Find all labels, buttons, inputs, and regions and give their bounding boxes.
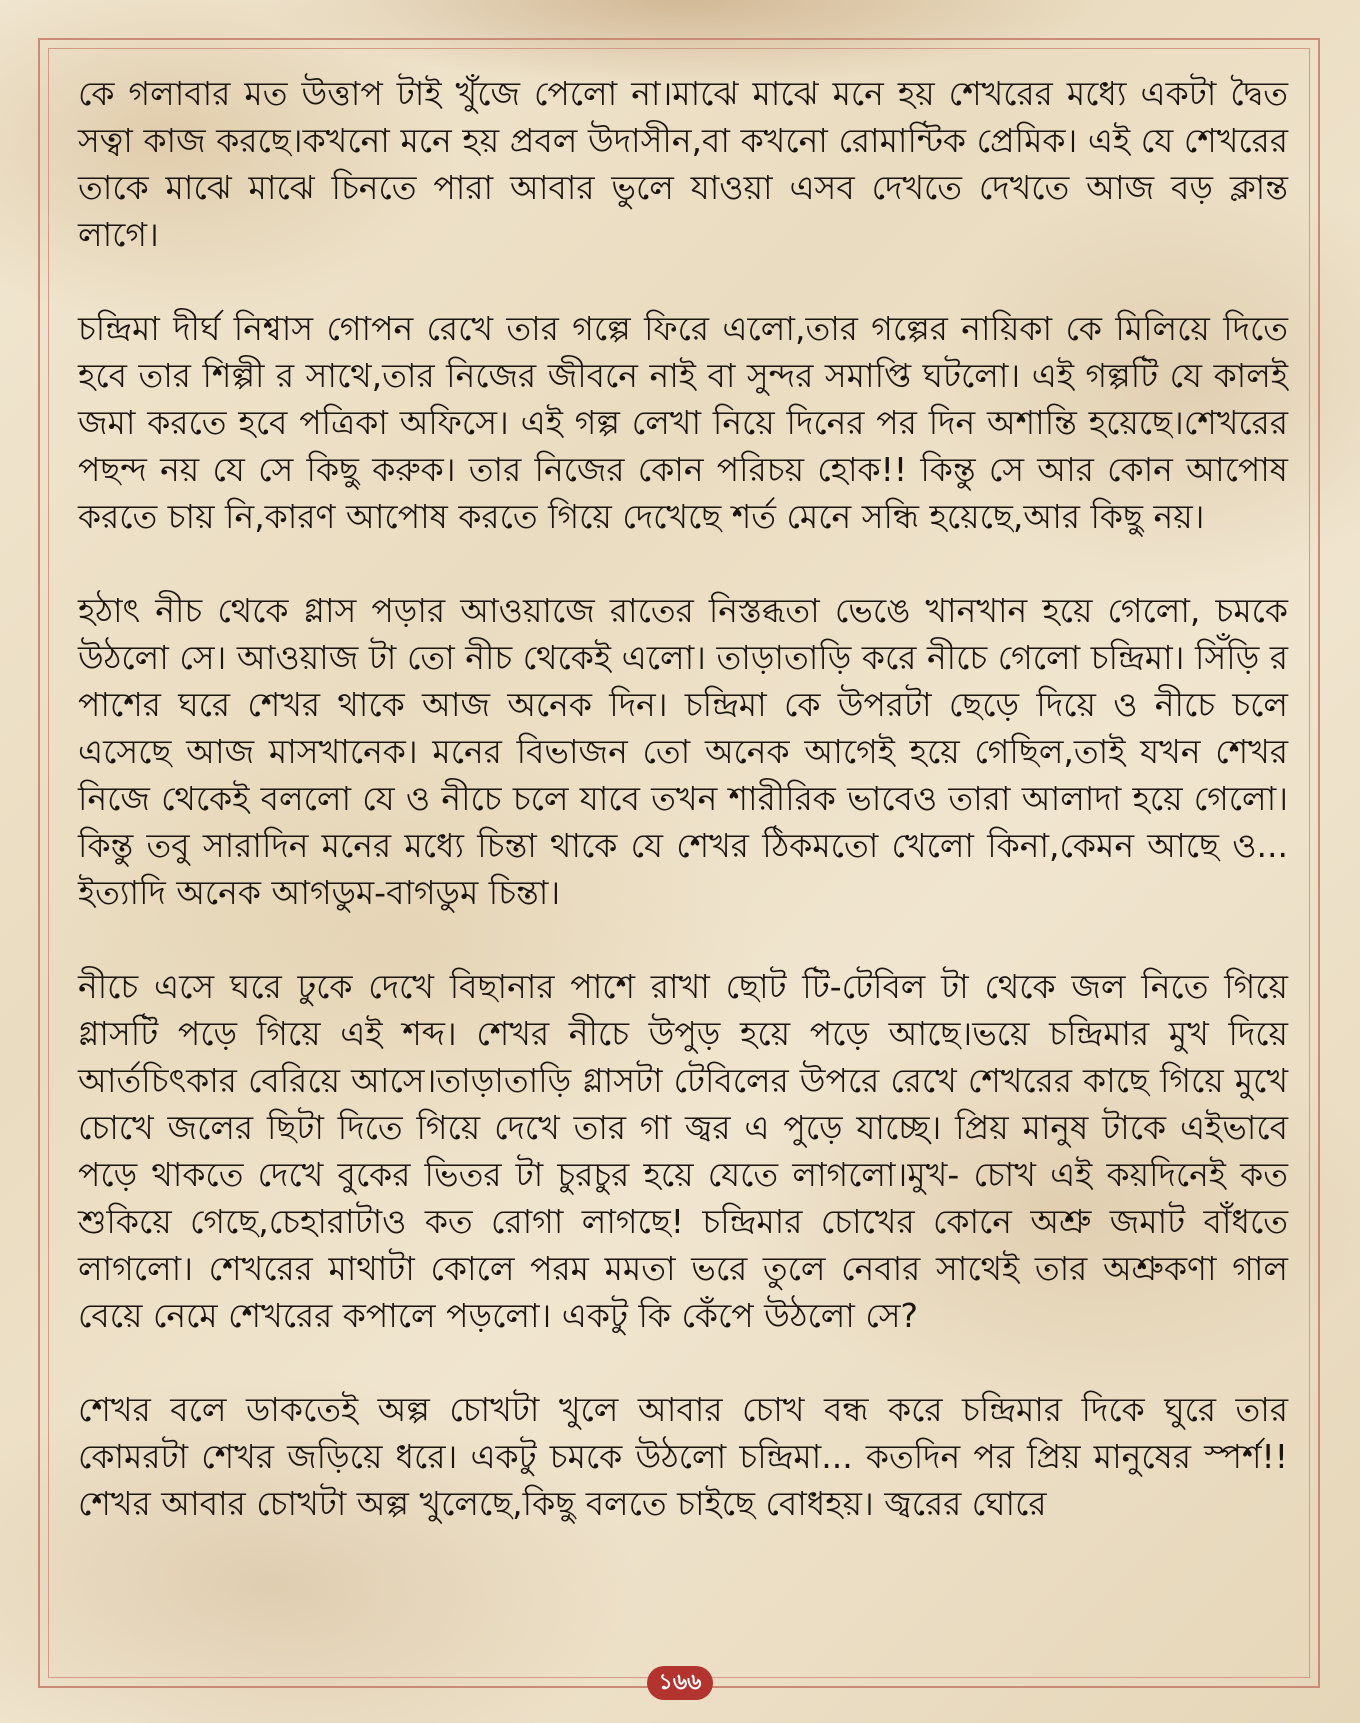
paragraph-1: কে গলাবার মত উত্তাপ টাই খুঁজে পেলো না।মাঝে মাঝে মনে হয় শেখরের মধ্যে একটা দ্বৈত সত্বা কাজ করছে।কখনো মনে হয় প্রবল উদাসীন,বা কখনো রোমান্টিক প্রেমিক। এই যে শেখরের তাকে মাঝে মাঝে চিনতে পারা আবার ভুলে যাওয়া এসব দেখতে দেখতে আজ বড় ক্লান্ত লাগে।: [78, 74, 1288, 254]
paragraph-2: চন্দ্রিমা দীর্ঘ নিশ্বাস গোপন রেখে তার গল্পে ফিরে এলো,তার গল্পের নায়িকা কে মিলিয়ে দিতে হবে তার শিল্পী র সাথে,তার নিজের জীবনে নাই বা সুন্দর সমাপ্তি ঘটলো। এই গল্পটি যে কালই জমা করতে হবে পত্রিকা অফিসে। এই গল্প লেখা নিয়ে দিনের পর দিন অশান্তি হয়েছে।শেখরের পছন্দ নয় যে সে কিছু করুক। তার নিজের কোন পরিচয় হোক!! কিন্তু সে আর কোন আপোষ করতে চায় নি,কারণ আপোষ করতে গিয়ে দেখেছে শর্ত মেনে সন্ধি হয়েছে,আর কিছু নয়।: [78, 309, 1288, 536]
paragraph-3: হঠাৎ নীচ থেকে গ্লাস পড়ার আওয়াজে রাতের নিস্তব্ধতা ভেঙে খানখান হয়ে গেলো, চমকে উঠলো সে। আওয়াজ টা তো নীচ থেকেই এলো। তাড়াতাড়ি করে নীচে গেলো চন্দ্রিমা। সিঁড়ি র পাশের ঘরে শেখর থাকে আজ অনেক দিন। চন্দ্রিমা কে উপরটা ছেড়ে দিয়ে ও নীচে চলে এসেছে আজ মাসখানেক। মনের বিভাজন তো অনেক আগেই হয়ে গেছিল,তাই যখন শেখর নিজে থেকেই বললো যে ও নীচে চলে যাবে তখন শারীরিক ভাবেও তারা আলাদা হয়ে গেলো। কিন্তু তবু সারাদিন মনের মধ্যে চিন্তা থাকে যে শেখর ঠিকমতো খেলো কিনা,কেমন আছে ও... ইত্যাদি অনেক আগডুম-বাগডুম চিন্তা।: [78, 591, 1288, 912]
paragraph-5: শেখর বলে ডাকতেই অল্প চোখটা খুলে আবার চোখ বন্ধ করে চন্দ্রিমার দিকে ঘুরে তার কোমরটা শেখর জড়িয়ে ধরে। একটু চমকে উঠলো চন্দ্রিমা... কতদিন পর প্রিয় মানুষের স্পর্শ!! শেখর আবার চোখটা অল্প খুলেছে,কিছু বলতে চাইছে বোধহয়। জ্বরের ঘোরে: [78, 1390, 1288, 1523]
page-number-badge: ১৬৬: [647, 1666, 713, 1700]
paragraph-4: নীচে এসে ঘরে ঢুকে দেখে বিছানার পাশে রাখা ছোট টি-টেবিল টা থেকে জল নিতে গিয়ে গ্লাসটি পড়ে গিয়ে এই শব্দ। শেখর নীচে উপুড় হয়ে পড়ে আছে।ভয়ে চন্দ্রিমার মুখ দিয়ে আর্তচিৎকার বেরিয়ে আসে।তাড়াতাড়ি গ্লাসটা টেবিলের উপরে রেখে শেখরের কাছে গিয়ে মুখে চোখে জলের ছিটা দিতে গিয়ে দেখে তার গা জ্বর এ পুড়ে যাচ্ছে। প্রিয় মানুষ টাকে এইভাবে পড়ে থাকতে দেখে বুকের ভিতর টা চুরচুর হয়ে যেতে লাগলো।মুখ- চোখ এই কয়দিনেই কত শুকিয়ে গেছে,চেহারাটাও কত রোগা লাগছে! চন্দ্রিমার চোখের কোনে অশ্রু জমাট বাঁধতে লাগলো। শেখরের মাথাটা কোলে পরম মমতা ভরে তুলে নেবার সাথেই তার অশ্রুকণা গাল বেয়ে নেমে শেখরের কপালে পড়লো। একটু কি কেঁপে উঠলো সে?: [78, 967, 1288, 1335]
story-text: [78, 70, 1288, 1670]
